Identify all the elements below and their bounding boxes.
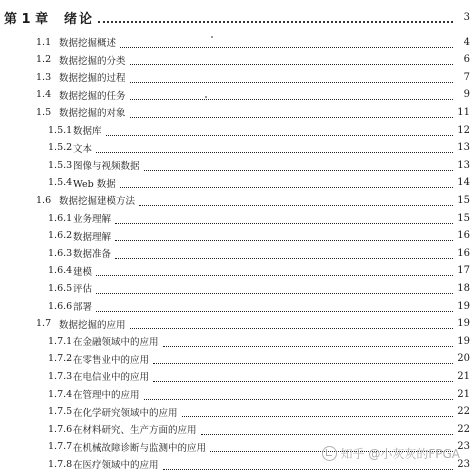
toc-entry-number: 1.7.4 — [48, 388, 73, 400]
toc-entry-page-number: 9 — [463, 89, 470, 101]
toc-entry-page-number: 23 — [457, 441, 470, 453]
toc-entry-title: 在金融领域中的应用 — [73, 337, 159, 349]
dot-leader — [144, 391, 453, 400]
toc-entry-page-number: 7 — [463, 71, 470, 83]
toc-entry-title: 数据挖掘的任务 — [59, 90, 126, 102]
toc-entry — [0, 51, 470, 69]
dot-leader — [96, 267, 453, 276]
toc-entry-page-number: 21 — [457, 370, 470, 382]
toc-entry-number: 1.6 — [36, 194, 52, 206]
toc-entry-number: 1.6.3 — [48, 247, 73, 259]
toc-entry — [0, 68, 470, 86]
toc-entry — [0, 227, 470, 245]
toc-entry-title: 数据准备 — [73, 249, 112, 261]
toc-entry-number: 1.6.1 — [48, 212, 73, 224]
toc-entry-page-number: 22 — [457, 423, 470, 435]
toc-entry-number: 1.6.2 — [48, 230, 73, 242]
toc-entry — [0, 420, 470, 438]
toc-entry-number: 1.7.6 — [48, 423, 73, 435]
dot-leader — [130, 91, 453, 100]
toc-entry — [0, 174, 470, 192]
toc-entry-title: 部署 — [73, 302, 93, 313]
toc-entry-title: 在医疗领域中的应用 — [73, 460, 159, 472]
chapter-number: 第 1 章 — [4, 11, 49, 27]
toc-entry-title: 数据挖掘概述 — [59, 38, 117, 49]
toc-entry-number: 1.7.1 — [48, 335, 73, 347]
toc-entry-page-number: 18 — [457, 282, 470, 294]
toc-entry-number: 1.7.3 — [48, 370, 73, 382]
dot-leader — [153, 355, 453, 364]
dot-leader — [144, 162, 453, 171]
toc-entry-number: 1.6.5 — [48, 282, 73, 294]
toc-entry-page-number: 15 — [457, 194, 470, 206]
toc-entry — [0, 139, 470, 157]
dot-leader — [120, 39, 453, 48]
toc-entry-page-number: 4 — [463, 36, 470, 48]
toc-entry-page-number: 19 — [457, 335, 470, 347]
toc-entry-title: 在化学研究领域中的应用 — [73, 407, 178, 419]
toc-entry-title: 数据库 — [73, 126, 102, 137]
toc-entry — [0, 33, 470, 51]
toc-entry-title: 数据挖掘建模方法 — [59, 196, 136, 208]
dot-leader — [163, 461, 453, 470]
toc-entry-page-number: 6 — [463, 54, 470, 66]
toc-entry-page-number: 14 — [457, 177, 470, 189]
toc-entry-title: 评估 — [73, 284, 93, 296]
dot-leader — [115, 250, 453, 259]
dot-leader — [96, 303, 453, 312]
toc-entry — [0, 332, 470, 350]
dot-leader — [115, 215, 453, 224]
toc-entry-number: 1.7.8 — [48, 458, 73, 470]
toc-entry-number: 1.7.2 — [48, 353, 73, 365]
toc-entry-number: 1.4 — [36, 89, 52, 101]
toc-entry-number: 1.5.3 — [48, 159, 73, 171]
toc-entry-title: 业务理解 — [73, 214, 112, 225]
toc-entry-number: 1.7.7 — [48, 441, 73, 453]
toc-entry-title: 在电信业中的应用 — [73, 372, 150, 384]
toc-entry — [0, 315, 470, 333]
dot-leader — [182, 408, 453, 417]
toc-entry-page-number: 17 — [457, 265, 470, 277]
toc-entry-page-number: 23 — [457, 458, 470, 470]
toc-entry — [0, 385, 470, 403]
toc-entry — [0, 279, 470, 297]
dot-leader — [120, 179, 453, 188]
toc-entry-page-number: 19 — [457, 300, 470, 312]
watermark-text: 知乎 @小灰灰的FPGA — [340, 447, 460, 461]
toc-entry-number: 1.6.6 — [48, 300, 73, 312]
toc-entry-title: 数据挖掘的应用 — [59, 319, 126, 331]
chapter-heading — [4, 6, 470, 28]
toc-entry-page-number: 13 — [457, 142, 470, 154]
toc-entry-title: 在管理中的应用 — [73, 390, 140, 401]
toc-entry-title: 建模 — [73, 266, 93, 278]
toc-entry-page-number: 15 — [457, 212, 470, 224]
toc-entry-page-number: 21 — [457, 388, 470, 400]
scan-speck — [205, 96, 207, 98]
toc-entry-title: Web 数据 — [73, 178, 116, 190]
toc-entry — [0, 350, 470, 368]
watermark — [322, 445, 460, 462]
toc-entry — [0, 403, 470, 421]
dot-leader — [163, 338, 453, 347]
toc-entry — [0, 191, 470, 209]
toc-entry-title: 在零售业中的应用 — [73, 354, 150, 366]
toc-entry-number: 1.5.2 — [48, 142, 73, 154]
toc-entry-page-number: 22 — [457, 406, 470, 418]
toc-entry — [0, 121, 470, 139]
chapter-page-number: 3 — [463, 11, 470, 23]
toc-entry-number: 1.7 — [36, 318, 52, 330]
toc-entry — [0, 103, 470, 121]
dot-leader — [130, 320, 453, 329]
toc-entry — [0, 86, 470, 104]
toc-entry-title: 在材料研究、生产方面的应用 — [73, 425, 197, 437]
dot-leader — [130, 109, 453, 118]
toc-entry-page-number: 16 — [457, 247, 470, 259]
toc-entry-page-number: 13 — [457, 159, 470, 171]
dot-leader — [130, 56, 453, 65]
dot-leader — [153, 373, 453, 382]
watermark-icon — [322, 446, 337, 461]
toc-entry-title: 图像与视频数据 — [73, 161, 140, 173]
dot-leader — [106, 127, 453, 136]
toc-entry-number: 1.6.4 — [48, 265, 73, 277]
chapter-title: 绪论 — [64, 11, 95, 27]
toc-entry-number: 1.5.1 — [48, 124, 73, 136]
toc-entry-title: 文本 — [73, 143, 93, 155]
toc-entry — [0, 367, 470, 385]
toc-entry — [0, 262, 470, 280]
toc-entry — [0, 297, 470, 315]
dot-leader — [96, 285, 453, 294]
toc-entry-title: 数据挖掘的分类 — [59, 55, 126, 67]
dot-leader — [115, 232, 453, 241]
toc-entry-number: 1.3 — [36, 71, 52, 83]
toc-entry-number: 1.1 — [36, 36, 52, 48]
toc-entry-title: 数据挖掘的过程 — [59, 73, 126, 85]
toc-entry — [0, 156, 470, 174]
toc-entry-title: 数据挖掘的对象 — [59, 108, 126, 120]
dot-leader — [96, 144, 453, 153]
scan-speck — [211, 36, 213, 38]
toc-entry-page-number: 20 — [457, 353, 470, 365]
dot-leader — [98, 13, 453, 23]
toc-entry-page-number: 11 — [457, 106, 470, 118]
dot-leader — [130, 74, 453, 83]
toc-entry-title: 数据理解 — [73, 231, 112, 243]
toc-entry-number: 1.5 — [36, 106, 52, 118]
toc-entry-number: 1.2 — [36, 54, 52, 66]
dot-leader — [201, 426, 453, 435]
dot-leader — [139, 197, 453, 206]
toc-entry — [0, 209, 470, 227]
toc-entry-page-number: 16 — [457, 230, 470, 242]
toc-entry-title: 在机械故障诊断与监测中的应用 — [73, 442, 207, 454]
toc-entry-page-number: 12 — [457, 124, 470, 136]
toc-entry-page-number: 19 — [457, 318, 470, 330]
toc-entry — [0, 244, 470, 262]
toc-entry-number: 1.5.4 — [48, 177, 73, 189]
toc-entry-number: 1.7.5 — [48, 406, 73, 418]
